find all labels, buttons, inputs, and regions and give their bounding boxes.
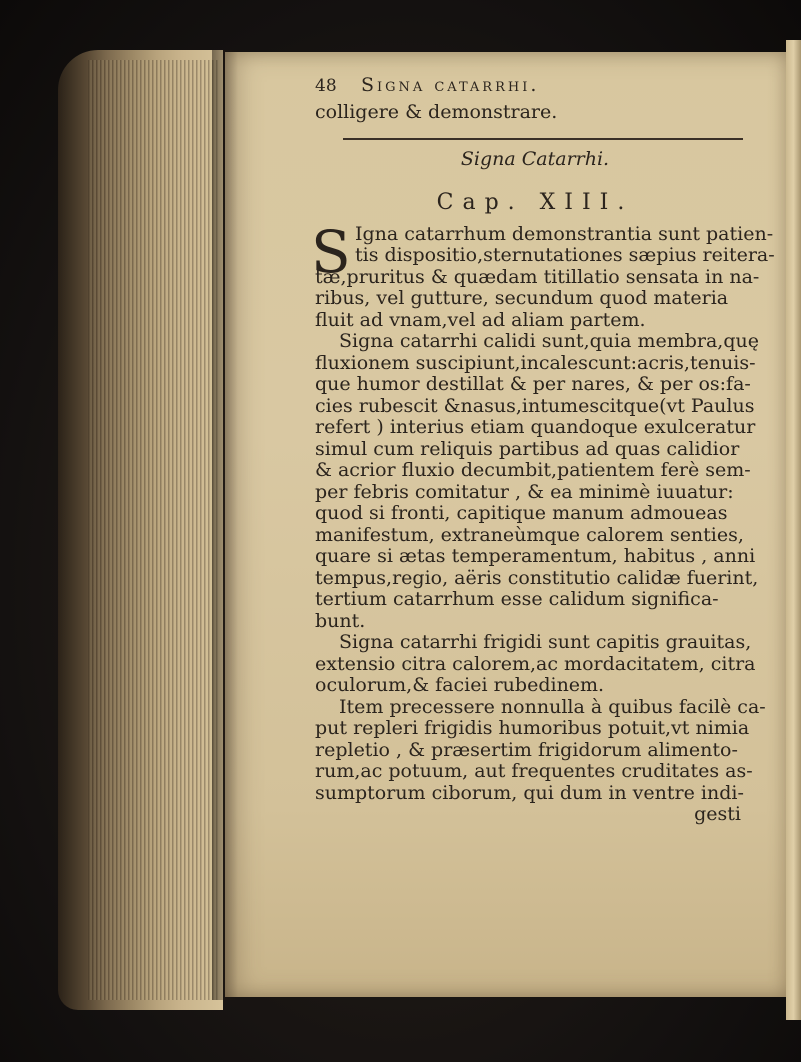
text-line: Signa catarrhi frigidi sunt capitis grauitas,: [339, 631, 752, 653]
running-title: Signa catarrhi.: [361, 74, 540, 96]
paragraph-4: [315, 695, 766, 805]
drop-cap: S: [311, 217, 351, 286]
text-line: & acrior fluxio decumbit,patientem ferè sem-: [315, 459, 751, 481]
text-line: quare si ætas temperamentum, habitus , anni: [315, 545, 756, 567]
text-line: ribus, vel gutture, secundum quod materia: [315, 287, 729, 309]
text-line: tertium catarrhum esse calidum significa-: [315, 588, 719, 610]
facing-page-edge: [786, 40, 801, 1020]
text-line: tempus,regio, aëris constitutio calidæ fuerint,: [315, 566, 759, 589]
text-line: rum,ac potuum, aut frequentes cruditates as-: [315, 760, 753, 782]
text-line: extensio citra calorem,ac mordacitatem, citra: [315, 652, 756, 675]
paragraph-2: [315, 330, 759, 632]
text-line: fluxionem suscipiunt,incalescunt:acris,tenuis-: [315, 351, 756, 374]
page-number: 48: [315, 76, 337, 96]
divider-rule: [343, 138, 743, 140]
section-title: Signa Catarrhi.: [460, 147, 610, 170]
text-line: repletio , & præsertim frigidorum alimento-: [315, 738, 738, 761]
page-stack-lines: [88, 60, 218, 1000]
text-line: tæ,pruritus & quædam titillatio sensata in na-: [315, 265, 760, 288]
text-line: put repleri frigidis humoribus potuit,vt nimia: [315, 717, 750, 739]
text-line: refert ) interius etiam quandoque exulceratur: [315, 416, 756, 438]
text-line: cies rubescit &nasus,intumescitque(vt Paulus: [315, 394, 755, 417]
text-line: per febris comitatur , & ea minimè iuuatur:: [315, 480, 734, 503]
chapter-heading: Cap. XIII.: [436, 189, 634, 215]
text-line: oculorum,& faciei rubedinem.: [315, 674, 605, 696]
text-line: Signa catarrhi calidi sunt,quia membra,quę: [339, 330, 759, 352]
text-line: que humor destillat & per nares, & per os:fa-: [315, 373, 751, 395]
text-line: colligere & demonstrare.: [315, 101, 558, 123]
page-text: [311, 74, 775, 826]
text-line: quod si fronti, capitique manum admoueas: [315, 502, 728, 524]
text-line: simul cum reliquis partibus ad quas calidior: [315, 437, 740, 460]
spine-shadow: [212, 50, 238, 1000]
running-head: [315, 74, 755, 98]
text-line: manifestum, extraneùmque calorem senties,: [315, 523, 744, 546]
paragraph-3: [315, 632, 755, 697]
text-line: tis dispositio,sternutationes sæpius reitera-: [355, 244, 775, 266]
paragraph-1: [311, 217, 775, 332]
text-line: Igna catarrhum demonstrantia sunt patien-: [355, 222, 774, 245]
catchword: gesti: [694, 803, 741, 825]
text-line: fluit ad vnam,vel ad aliam partem.: [315, 308, 646, 331]
text-line: Item precessere nonnulla à quibus facilè ca-: [339, 695, 766, 718]
text-line: sumptorum ciborum, qui dum in ventre indi-: [315, 781, 744, 804]
text-line: bunt.: [315, 609, 366, 632]
